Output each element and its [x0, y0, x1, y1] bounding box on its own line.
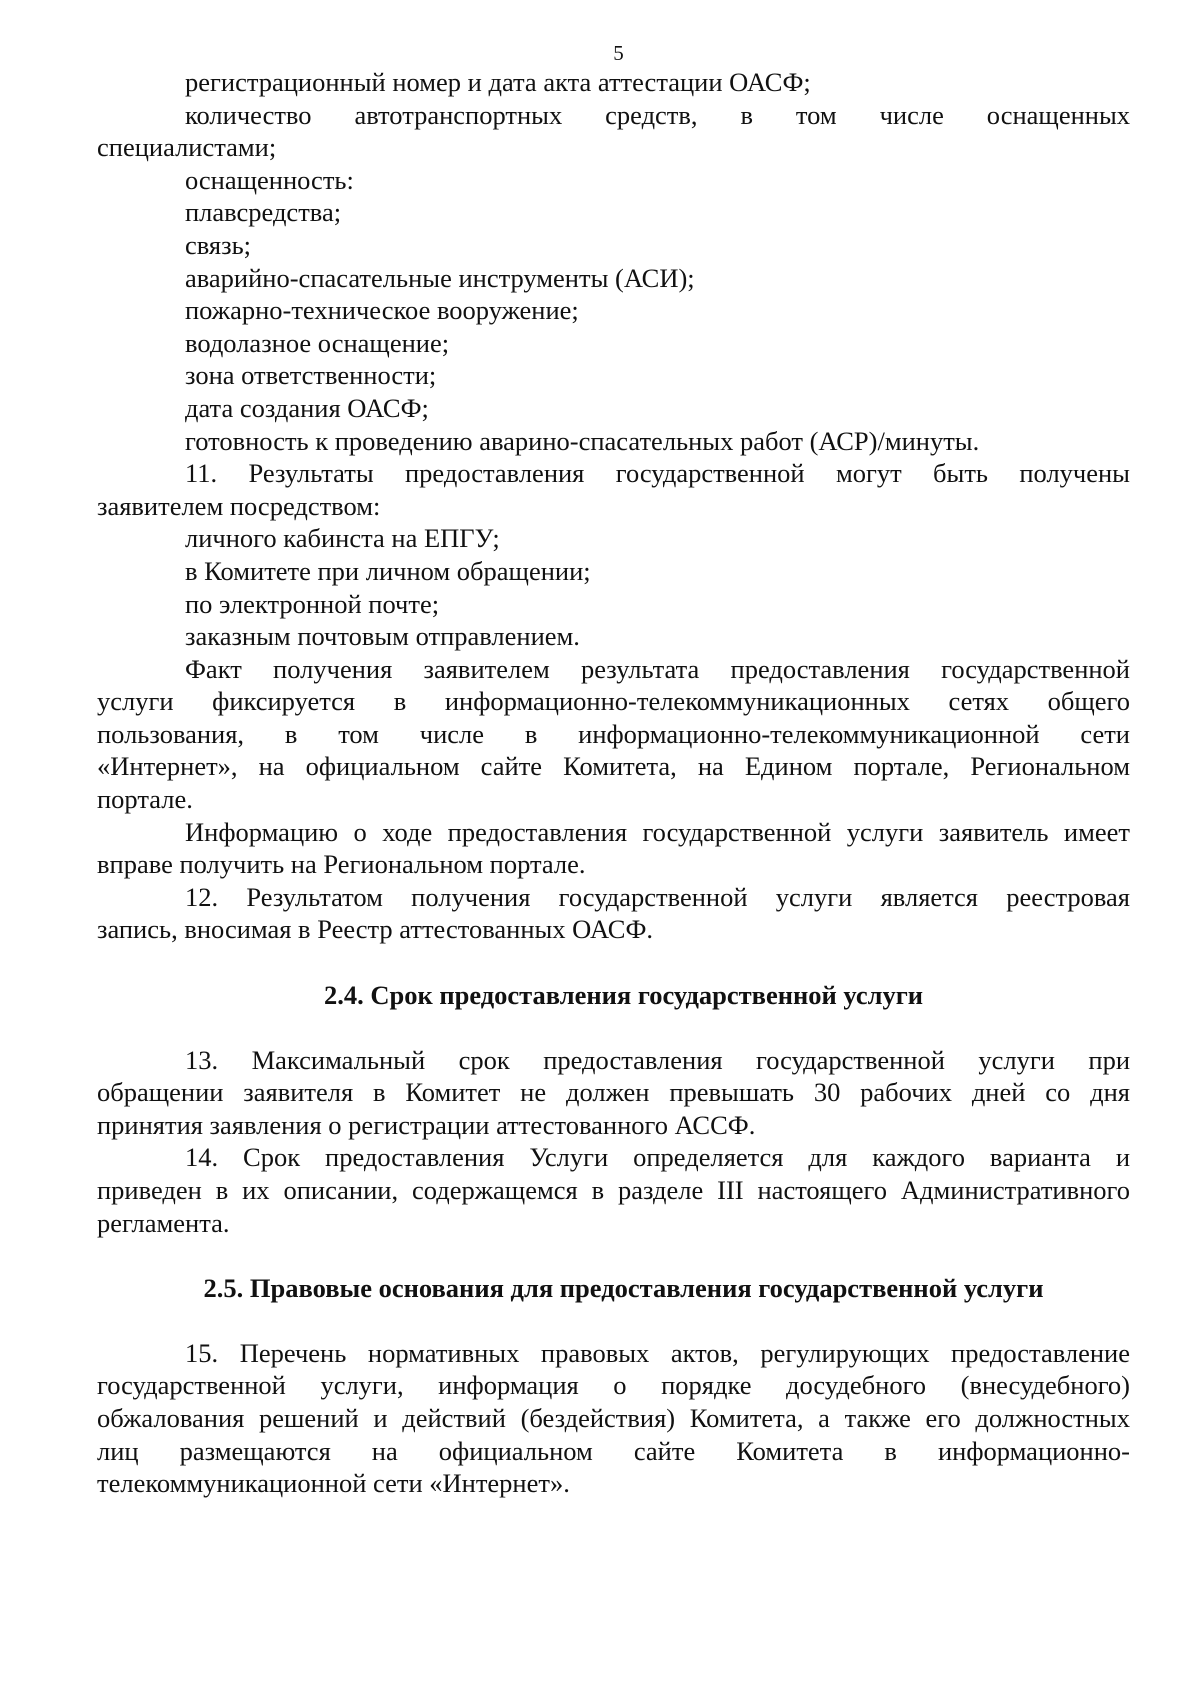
list-item: готовность к проведению аварино-спасательных работ (АСР)/минуты. [185, 425, 980, 456]
paragraph-line: обжалования решений и действий (бездействия) Комитета, а также его должностных [97, 1402, 1130, 1433]
list-item: водолазное оснащение; [185, 327, 450, 358]
paragraph-line: услуги фиксируется в информационно-телекоммуникационных сетях общего [97, 686, 1130, 717]
section-heading-2-4: 2.4. Срок предоставления государственной услуги [323, 980, 924, 1011]
list-item: аварийно-спасательные инструменты (АСИ); [185, 262, 695, 293]
paragraph-line: заявителем посредством: [97, 490, 381, 521]
list-item: в Комитете при личном обращении; [185, 555, 591, 586]
paragraph-line: «Интернет», на официальном сайте Комитета, на Едином портале, Региональном [97, 751, 1130, 782]
list-item: заказным почтовым отправлением. [185, 621, 580, 652]
section-heading-2-5: 2.5. Правовые основания для предоставления государственной услуги [203, 1273, 1044, 1304]
list-item: плавсредства; [185, 197, 342, 228]
paragraph-line: государственной услуги, информация о порядке досудебного (внесудебного) [97, 1370, 1130, 1401]
paragraph-line: 14. Срок предоставления Услуги определяется для каждого варианта и [185, 1142, 1130, 1173]
paragraph-line: лиц размещаются на официальном сайте Комитета в информационно- [97, 1435, 1130, 1466]
paragraph-line: специалистами; [97, 132, 277, 163]
list-item: по электронной почте; [185, 588, 440, 619]
paragraph-15 [97, 1337, 1130, 1500]
list-item: связь; [185, 229, 252, 260]
paragraph-13 [97, 1044, 1130, 1142]
list-item: зона ответственности; [185, 360, 437, 391]
paragraph-line: 12. Результатом получения государственной услуги является реестровая [185, 881, 1130, 912]
paragraph-11 [97, 457, 1130, 522]
paragraph-info [97, 816, 1130, 881]
paragraph-line: Информацию о ходе предоставления государственной услуги заявитель имеет [185, 816, 1130, 847]
paragraph-line: пользования, в том числе в информационно-телекоммуникационной сети [97, 718, 1130, 749]
list-item: оснащенность: [185, 164, 354, 195]
paragraph-line: обращении заявителя в Комитет не должен превышать 30 рабочих дней со дня [97, 1077, 1130, 1108]
document-page [97, 40, 1130, 1500]
paragraph-line: портале. [97, 784, 193, 815]
paragraph-12 [97, 881, 1130, 946]
list-item: личного кабинста на ЕПГУ; [185, 523, 500, 554]
paragraph-line: приведен в их описании, содержащемся в разделе III настоящего Административного [97, 1175, 1130, 1205]
paragraph-line: 15. Перечень нормативных правовых актов, регулирующих предоставление [185, 1337, 1130, 1368]
paragraph-line: принятия заявления о регистрации аттестованного АССФ. [97, 1109, 756, 1140]
paragraph-line: 13. Максимальный срок предоставления государственной услуги при [185, 1044, 1130, 1075]
list-item: регистрационный номер и дата акта аттестации ОАСФ; [185, 67, 811, 97]
paragraph-14 [97, 1141, 1130, 1239]
paragraph-line: 11. Результаты предоставления государственной могут быть получены [185, 458, 1130, 489]
paragraph-line: количество автотранспортных средств, в том числе оснащенных [185, 99, 1130, 130]
paragraph-fact [97, 653, 1130, 816]
list-item: дата создания ОАСФ; [185, 392, 429, 423]
paragraph-line: регламента. [97, 1207, 230, 1238]
list-item: пожарно-техническое вооружение; [185, 295, 579, 326]
paragraph-line: вправе получить на Региональном портале. [97, 849, 586, 880]
paragraph-line: запись, вносимая в Реестр аттестованных ОАСФ. [97, 914, 654, 945]
paragraph-line: телекоммуникационной сети «Интернет». [97, 1468, 570, 1499]
page-number: 5 [613, 41, 624, 65]
paragraph-vehicles [97, 99, 1130, 164]
paragraph-line: Факт получения заявителем результата предоставления государственной [185, 653, 1130, 684]
